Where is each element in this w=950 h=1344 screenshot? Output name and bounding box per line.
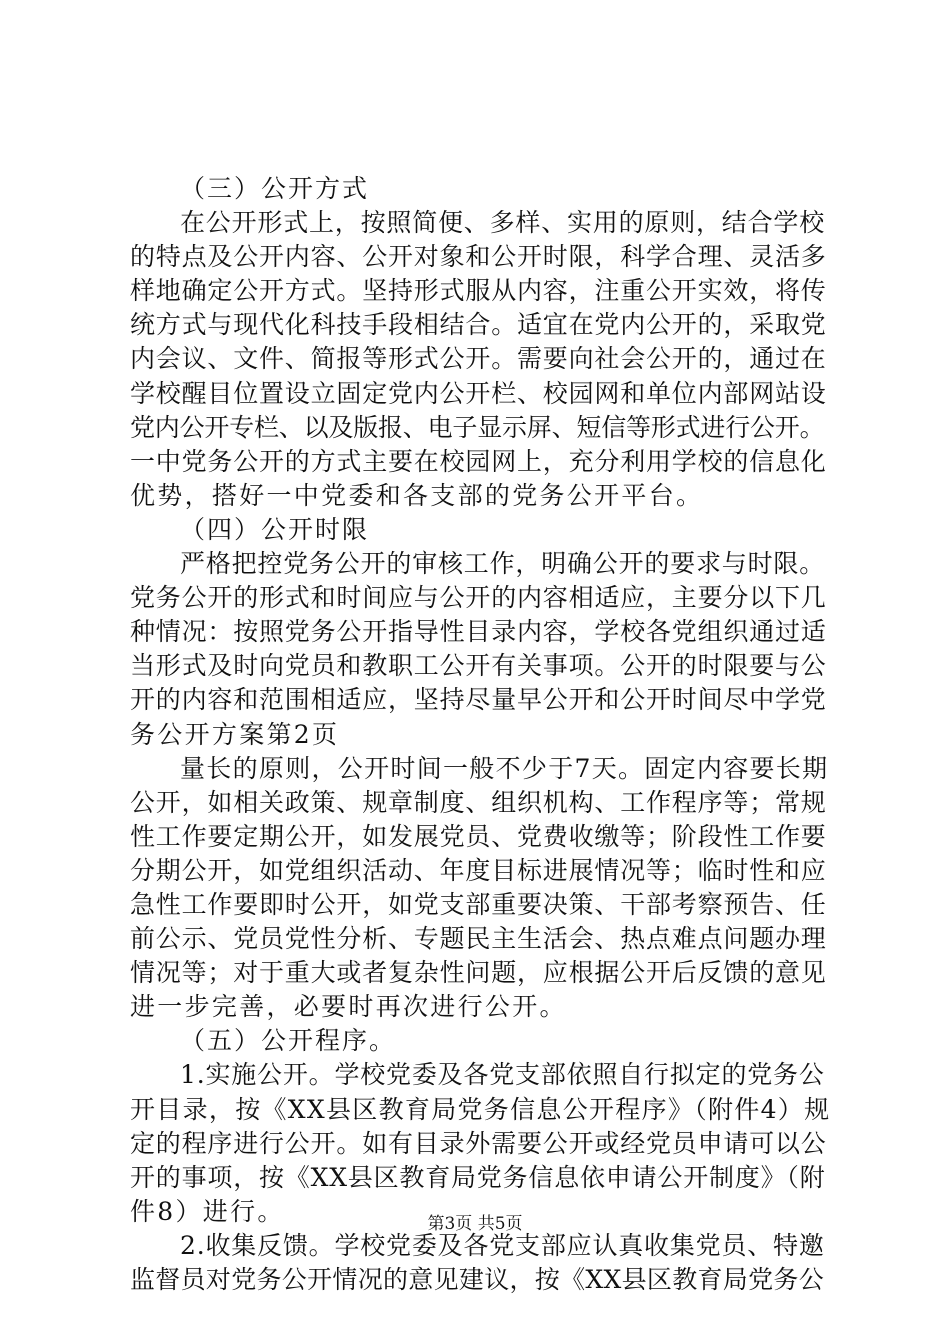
text-line: 优势，搭好一中党委和各支部的党务公开平台。 xyxy=(130,480,704,510)
text-line: 当形式及时向党员和教职工公开有关事项。公开的时限要与公 xyxy=(130,651,827,681)
text-line: 性工作要定期公开，如发展党员、党费收缴等；阶段性工作要 xyxy=(130,821,827,851)
text-line: 统方式与现代化科技手段相结合。适宜在党内公开的，采取党 xyxy=(130,310,827,340)
text-line: 样地确定公开方式。坚持形式服从内容，注重公开实效，将传 xyxy=(130,276,827,306)
text-line: 开目录，按《XX县区教育局党务信息公开程序》（附件4）规 xyxy=(130,1094,831,1124)
text-line: 量长的原则，公开时间一般不少于7天。固定内容要长期 xyxy=(180,753,829,783)
section-heading: （五）公开程序。 xyxy=(180,1026,397,1056)
text-line: 情况等；对于重大或者复杂性问题，应根据公开后反馈的意见 xyxy=(130,958,827,988)
text-line: 2.收集反馈。学校党委及各党支部应认真收集党员、特邀 xyxy=(180,1230,825,1260)
text-line: 党内公开专栏、以及版报、电子显示屏、短信等形式进行公开。 xyxy=(130,412,825,442)
text-line: 分期公开，如党组织活动、年度目标进展情况等；临时性和应 xyxy=(130,855,827,885)
section-heading: （四）公开时限 xyxy=(180,514,370,544)
text-line: 前公示、党员党性分析、专题民主生活会、热点难点问题办理 xyxy=(130,924,827,954)
text-line: 一中党务公开的方式主要在校园网上，充分利用学校的信息化 xyxy=(130,446,827,476)
text-line: 严格把控党务公开的审核工作，明确公开的要求与时限。 xyxy=(180,549,826,579)
text-line: 内会议、文件、简报等形式公开。需要向社会公开的，通过在 xyxy=(130,344,827,374)
text-line: 开的内容和范围相适应，坚持尽量早公开和公开时间尽中学党 xyxy=(130,685,827,715)
text-line: 党务公开的形式和时间应与公开的内容相适应，主要分以下几 xyxy=(130,583,827,613)
document-body xyxy=(130,172,830,1297)
text-line: 急性工作要即时公开，如党支部重要决策、干部考察预告、任 xyxy=(130,889,827,919)
text-line: 监督员对党务公开情况的意见建议，按《XX县区教育局党务公 xyxy=(130,1265,824,1294)
text-line: 学校醒目位置设立固定党内公开栏、校园网和单位内部网站设 xyxy=(130,378,827,408)
text-line: 件8）进行。 xyxy=(130,1196,285,1226)
text-line: 定的程序进行公开。如有目录外需要公开或经党员申请可以公 xyxy=(130,1128,827,1158)
text-line: 公开，如相关政策、规章制度、组织机构、工作程序等；常规 xyxy=(130,787,827,817)
page-footer: 第3页 共5页 xyxy=(427,1214,523,1234)
text-line: 务公开方案第2页 xyxy=(130,719,340,749)
text-line: 在公开形式上，按照简便、多样、实用的原则，结合学校 xyxy=(180,208,826,238)
text-line: 进一步完善，必要时再次进行公开。 xyxy=(130,992,567,1022)
text-line: 开的事项，按《XX县区教育局党务信息依申请公开制度》（附 xyxy=(130,1162,826,1192)
section-heading: （三）公开方式 xyxy=(180,174,370,203)
text-line: 1.实施公开。学校党委及各党支部依照自行拟定的党务公 xyxy=(180,1060,825,1090)
text-line: 种情况：按照党务公开指导性目录内容，学校各党组织通过适 xyxy=(130,617,827,647)
text-line: 的特点及公开内容、公开对象和公开时限，科学合理、灵活多 xyxy=(130,242,827,272)
